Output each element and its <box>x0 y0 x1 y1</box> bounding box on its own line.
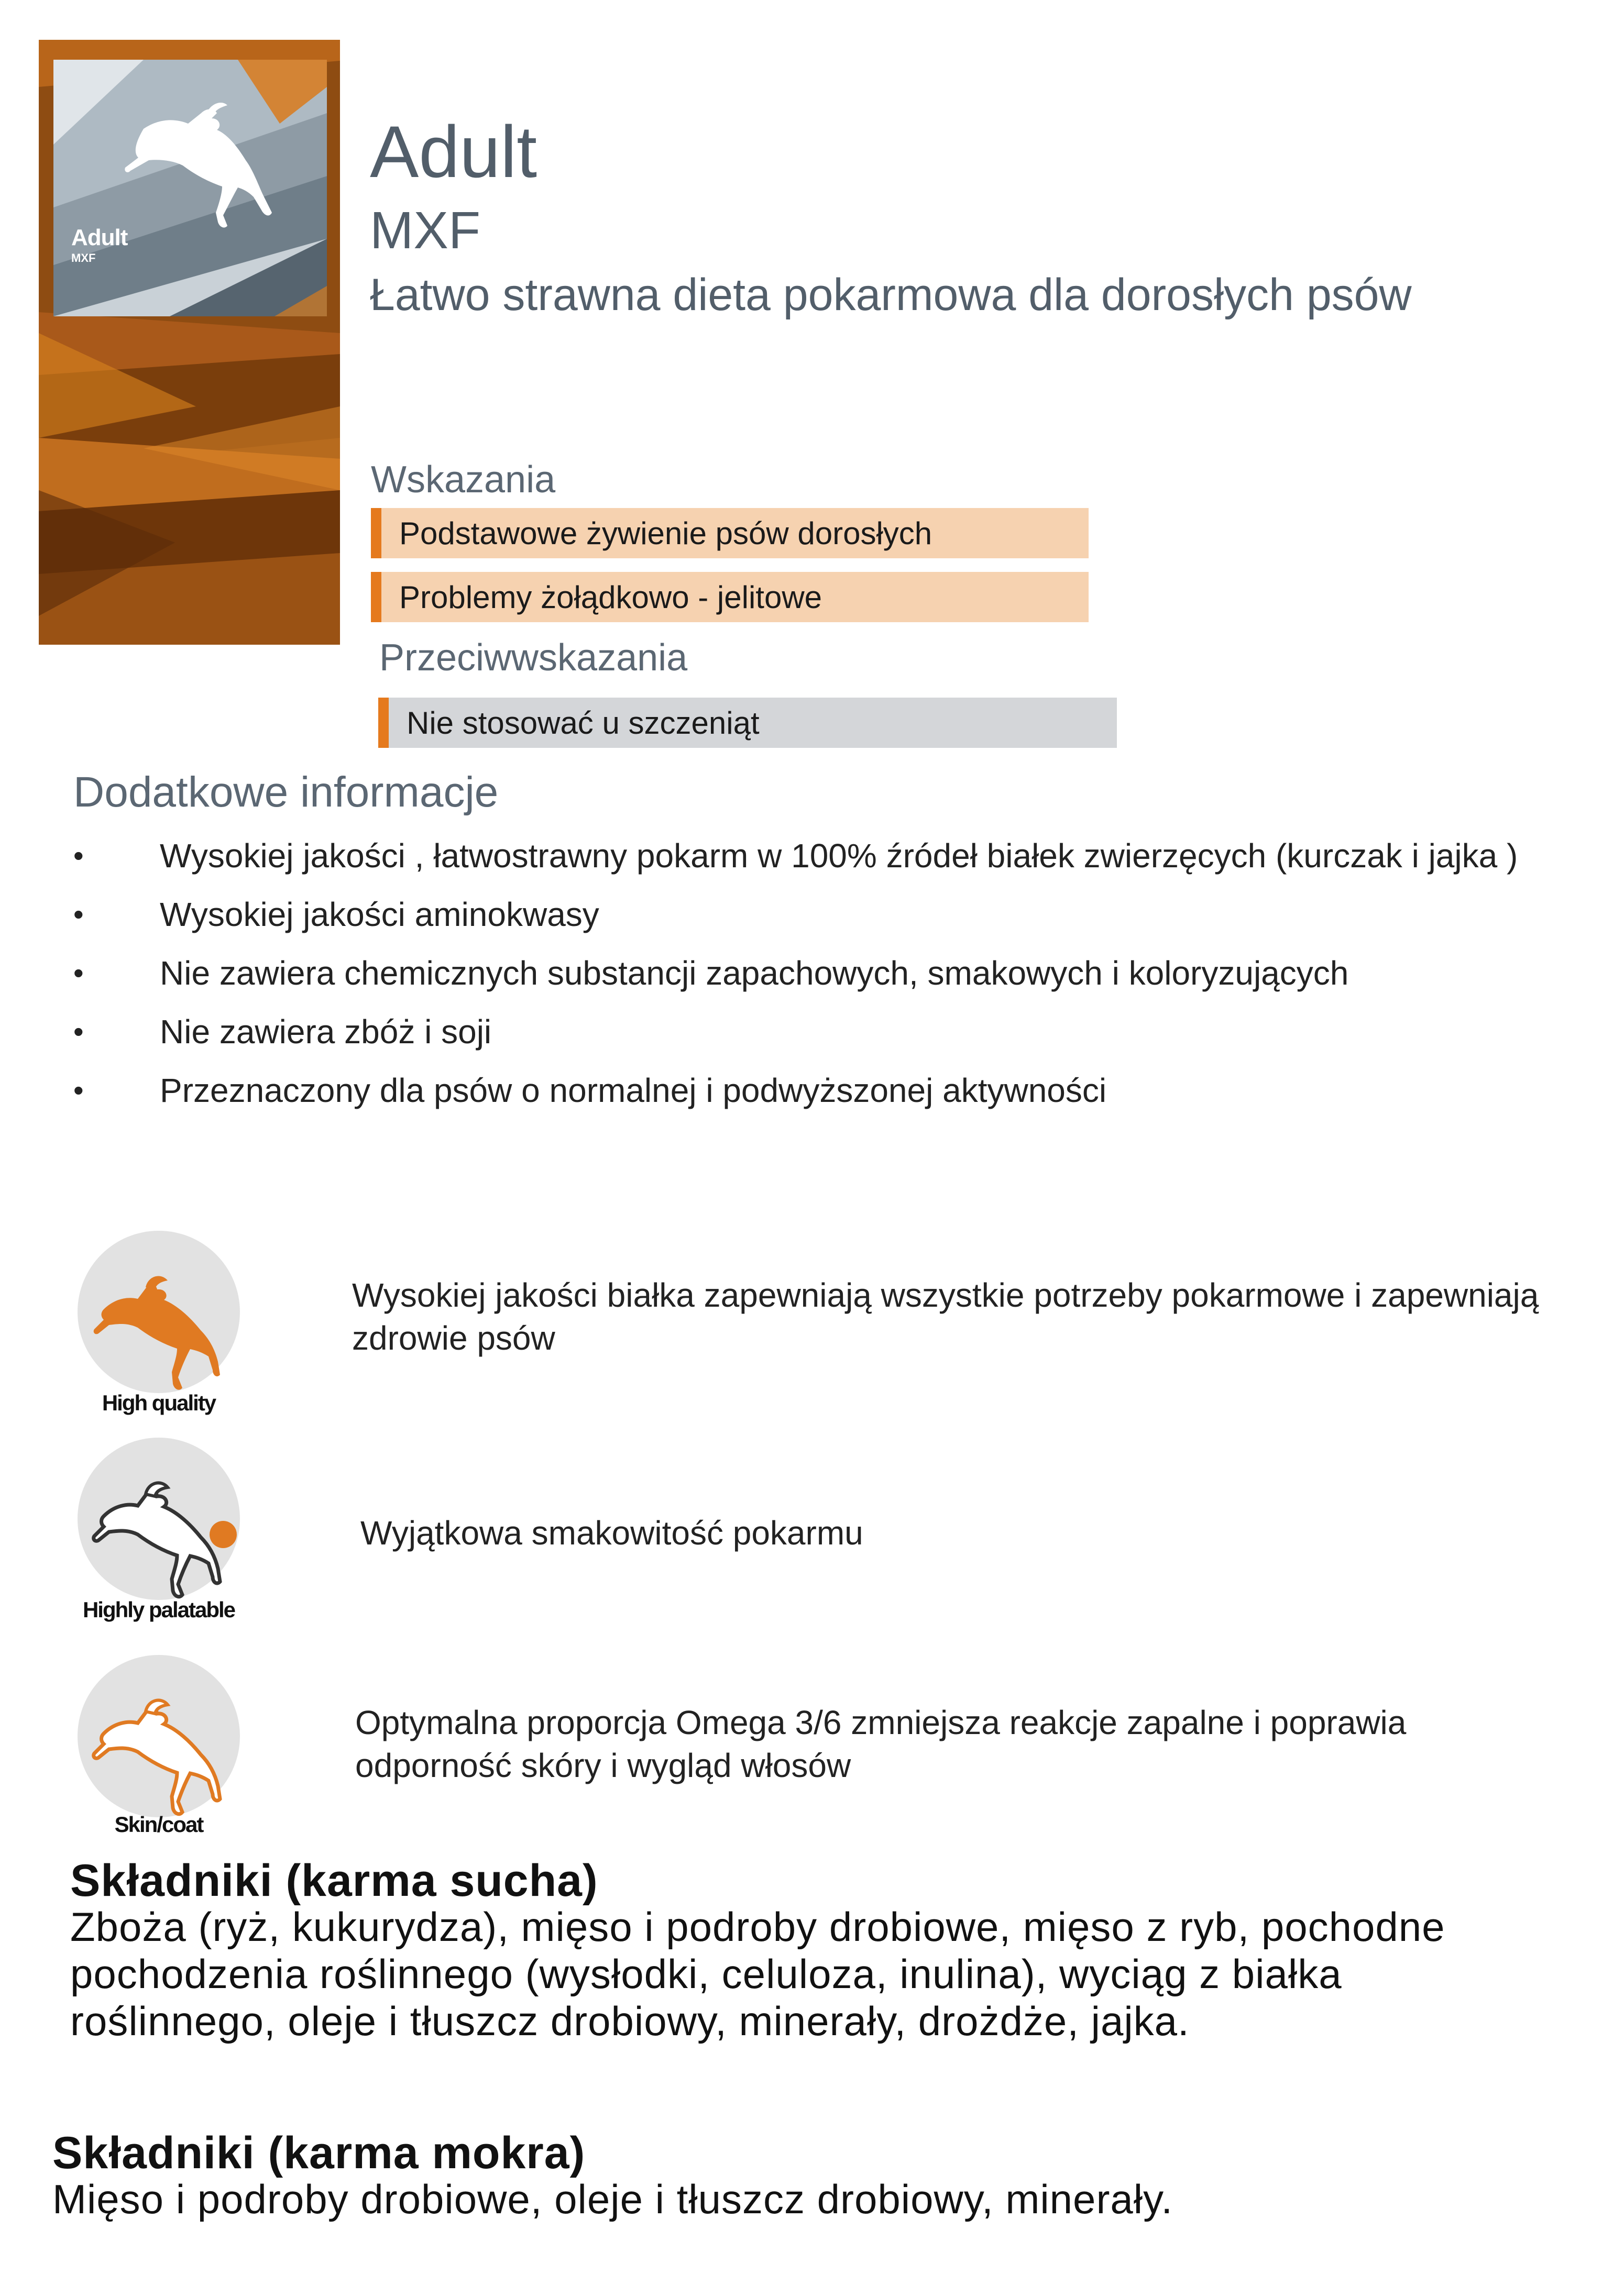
dog-solid-orange-icon <box>78 1231 240 1409</box>
contraindications-heading: Przeciwwskazania <box>379 637 688 679</box>
feature-high-quality <box>78 1231 240 1415</box>
product-title: Adult <box>370 111 537 193</box>
feature-highly-palatable <box>78 1438 240 1622</box>
list-item: • Nie zawiera zbóż i soji <box>73 1002 1593 1061</box>
package-label-variant: MXF <box>71 251 96 264</box>
feature-text: Optymalna proporcja Omega 3/6 zmniejsza reakcje zapalne i poprawia odporność skóry i wygląd włosów <box>355 1704 1407 1784</box>
additional-info-heading: Dodatkowe informacje <box>73 768 499 816</box>
feature-caption: High quality <box>102 1390 216 1415</box>
dog-outline-orange-icon <box>78 1655 240 1833</box>
list-item: • Wysokiej jakości , łatwostrawny pokarm w 100% źródeł białek zwierzęcych (kurczak i jajka ) <box>73 826 1593 885</box>
product-tagline: Łatwo strawna dieta pokarmowa dla dorosłych psów <box>370 270 1412 320</box>
ingredients-dry-heading: Składniki (karma sucha) <box>70 1856 598 1906</box>
ingredients-wet-body: Mięso i podroby drobiowe, oleje i tłuszcz drobiowy, minerały. <box>52 2176 1173 2222</box>
product-package-image <box>39 40 340 645</box>
product-subtitle: MXF <box>370 201 481 260</box>
ingredients-wet-heading: Składniki (karma mokra) <box>52 2128 586 2178</box>
indication-item: Problemy żołądkowo - jelitowe <box>371 572 1089 622</box>
indication-item: Podstawowe żywienie psów dorosłych <box>371 508 1089 558</box>
package-label-name: Adult <box>71 225 128 250</box>
list-item: • Wysokiej jakości aminokwasy <box>73 885 1593 944</box>
ingredients-dry-body: Zboża (ryż, kukurydza), mięso i podroby drobiowe, mięso z ryb, pochodne pochodzenia roślinnego (wysłodki, celuloza, inulina), wyciąg z białka roślinnego, oleje i tłuszcz drobiowy, minerały, drożdże, jajka. <box>70 1904 1445 2044</box>
list-item: • Nie zawiera chemicznych substancji zapachowych, smakowych i koloryzujących <box>73 944 1593 1002</box>
package-label <box>71 226 127 264</box>
feature-text: Wyjątkowa smakowitość pokarmu <box>360 1514 863 1552</box>
list-item: • Przeznaczony dla psów o normalnej i podwyższonej aktywności <box>73 1061 1593 1120</box>
feature-text: Wysokiej jakości białka zapewniają wszystkie potrzeby pokarmowe i zapewniają zdrowie psów <box>352 1276 1539 1357</box>
dog-outline-tongue-icon <box>78 1438 240 1616</box>
feature-skin-coat <box>78 1655 240 1836</box>
feature-caption: Skin/coat <box>114 1812 203 1837</box>
additional-info-list <box>73 826 1593 1120</box>
feature-caption: Highly palatable <box>82 1597 235 1622</box>
indications-heading: Wskazania <box>371 459 556 501</box>
contraindication-item: Nie stosować u szczeniąt <box>378 698 1117 748</box>
